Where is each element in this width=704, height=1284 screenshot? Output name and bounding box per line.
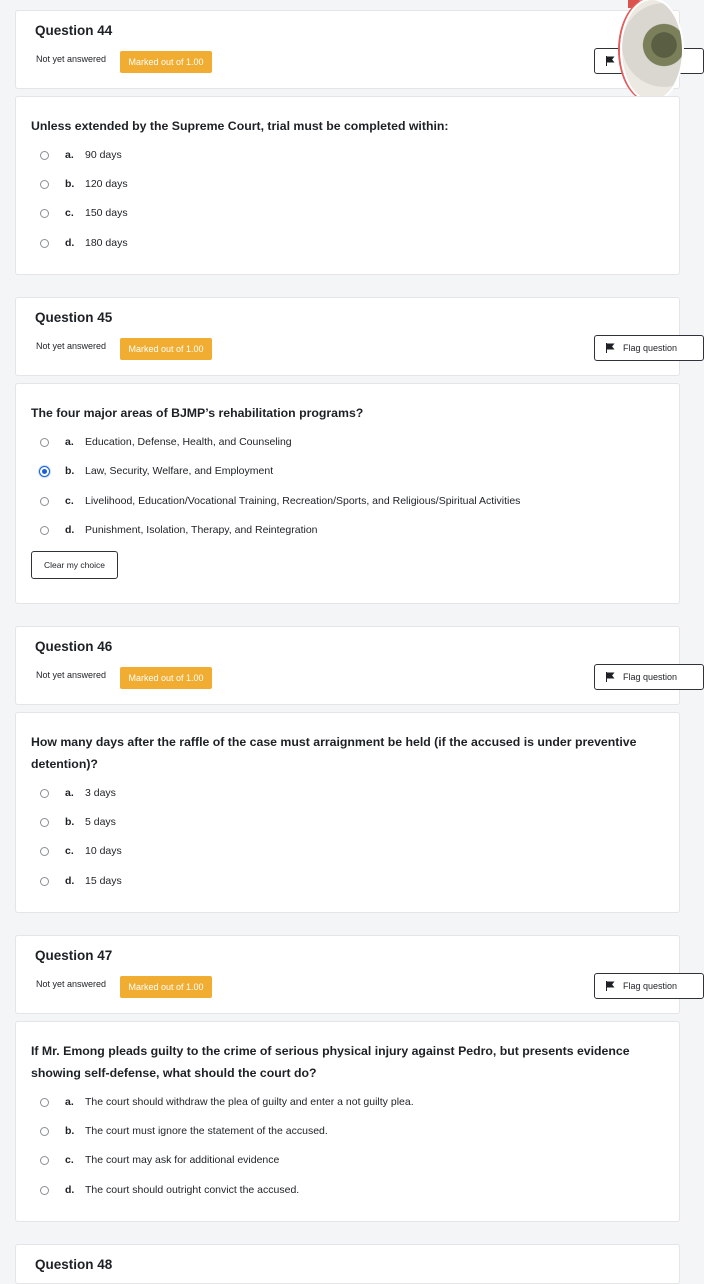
option-text: Punishment, Isolation, Therapy, and Reintegration xyxy=(85,524,318,536)
flag-question-button[interactable] xyxy=(594,335,704,361)
option-letter: d. xyxy=(65,1184,75,1196)
radio-button[interactable] xyxy=(40,789,49,798)
question-44-content xyxy=(15,96,680,275)
question-45-content xyxy=(15,383,680,604)
option-d[interactable] xyxy=(40,872,122,890)
question-title: Question 44 xyxy=(35,23,113,38)
radio-button[interactable] xyxy=(40,151,49,160)
flag-icon xyxy=(605,343,616,353)
marked-badge: Marked out of 1.00 xyxy=(120,338,212,360)
option-letter: d. xyxy=(65,875,75,887)
radio-button[interactable] xyxy=(40,209,49,218)
option-text: 15 days xyxy=(85,875,122,887)
question-45-info xyxy=(15,297,680,376)
option-b[interactable] xyxy=(40,813,116,831)
marked-badge: Marked out of 1.00 xyxy=(120,667,212,689)
option-c[interactable] xyxy=(40,1151,279,1169)
option-text: Education, Defense, Health, and Counseling xyxy=(85,436,292,448)
option-text: 180 days xyxy=(85,237,128,249)
option-a[interactable] xyxy=(40,146,122,164)
question-text: If Mr. Emong pleads guilty to the crime of serious physical injury against Pedro, but presents evidence showing self-defense, what should the court do? xyxy=(31,1044,630,1080)
option-c[interactable] xyxy=(40,492,520,510)
option-d[interactable] xyxy=(40,521,318,539)
option-text: The court may ask for additional evidence xyxy=(85,1154,280,1166)
option-a[interactable] xyxy=(40,433,292,451)
question-47-content xyxy=(15,1021,680,1222)
radio-button[interactable] xyxy=(40,497,49,506)
question-status: Not yet answered xyxy=(36,979,107,989)
option-letter: b. xyxy=(65,1125,75,1137)
option-letter: c. xyxy=(65,207,74,219)
radio-button[interactable] xyxy=(40,847,49,856)
option-letter: c. xyxy=(65,495,74,507)
option-c[interactable] xyxy=(40,204,128,222)
option-a[interactable] xyxy=(40,784,116,802)
radio-button[interactable] xyxy=(40,1186,49,1195)
clear-choice-button[interactable]: Clear my choice xyxy=(31,551,118,579)
radio-button[interactable] xyxy=(40,877,49,886)
question-text: How many days after the raffle of the case must arraignment be held (if the accused is under preventive detention)? xyxy=(31,735,637,771)
option-letter: b. xyxy=(65,178,75,190)
option-a[interactable] xyxy=(40,1093,414,1111)
question-title: Question 46 xyxy=(35,639,113,654)
question-47-info xyxy=(15,935,680,1014)
option-letter: b. xyxy=(65,465,75,477)
option-b[interactable] xyxy=(39,462,273,480)
option-text: The court should withdraw the plea of guilty and enter a not guilty plea. xyxy=(85,1096,414,1108)
question-title: Question 47 xyxy=(35,948,113,963)
option-text: 120 days xyxy=(85,178,128,190)
option-text: Law, Security, Welfare, and Employment xyxy=(85,465,274,477)
option-text: The court must ignore the statement of the accused. xyxy=(85,1125,328,1137)
question-48-info xyxy=(15,1244,680,1284)
option-letter: d. xyxy=(65,524,75,536)
option-text: The court should outright convict the accused. xyxy=(85,1184,300,1196)
question-46-content xyxy=(15,712,680,913)
option-b[interactable] xyxy=(40,175,128,193)
flag-label: Flag question xyxy=(623,672,678,682)
marked-badge: Marked out of 1.00 xyxy=(120,51,212,73)
option-letter: c. xyxy=(65,1154,74,1166)
option-letter: a. xyxy=(65,1096,74,1108)
question-text: Unless extended by the Supreme Court, trial must be completed within: xyxy=(31,119,449,133)
question-status: Not yet answered xyxy=(36,670,107,680)
option-text: 3 days xyxy=(85,787,116,799)
marked-badge: Marked out of 1.00 xyxy=(120,976,212,998)
option-text: 150 days xyxy=(85,207,128,219)
option-letter: b. xyxy=(65,816,75,828)
flag-label: Flag question xyxy=(623,981,678,991)
question-status: Not yet answered xyxy=(36,341,107,351)
question-status: Not yet answered xyxy=(36,54,107,64)
option-d[interactable] xyxy=(40,234,128,252)
option-text: 5 days xyxy=(85,816,116,828)
radio-button[interactable] xyxy=(40,1156,49,1165)
user-avatar[interactable] xyxy=(620,0,684,102)
radio-button[interactable] xyxy=(40,1098,49,1107)
radio-button[interactable] xyxy=(40,1127,49,1136)
option-text: 90 days xyxy=(85,149,122,161)
question-title: Question 45 xyxy=(35,310,113,325)
flag-label: Flag question xyxy=(623,343,678,353)
radio-button[interactable] xyxy=(40,239,49,248)
option-c[interactable] xyxy=(40,842,122,860)
flag-icon xyxy=(605,56,616,66)
flag-question-button[interactable] xyxy=(594,973,704,999)
radio-button[interactable] xyxy=(40,180,49,189)
option-letter: a. xyxy=(65,787,74,799)
radio-button[interactable] xyxy=(40,438,49,447)
radio-button-selected[interactable] xyxy=(39,466,50,477)
option-text: 10 days xyxy=(85,845,122,857)
question-44-info xyxy=(15,10,680,89)
question-text: The four major areas of BJMP’s rehabilitation programs? xyxy=(31,406,364,420)
option-letter: a. xyxy=(65,149,74,161)
option-b[interactable] xyxy=(40,1122,328,1140)
option-letter: d. xyxy=(65,237,75,249)
option-d[interactable] xyxy=(40,1181,299,1199)
radio-button[interactable] xyxy=(40,818,49,827)
flag-icon xyxy=(605,672,616,682)
question-title: Question 48 xyxy=(35,1257,113,1272)
flag-icon xyxy=(605,981,616,991)
question-46-info xyxy=(15,626,680,705)
option-letter: c. xyxy=(65,845,74,857)
option-text: Livelihood, Education/Vocational Training, Recreation/Sports, and Religious/Spiritual Activities xyxy=(85,495,521,507)
flag-question-button[interactable] xyxy=(594,664,704,690)
radio-button[interactable] xyxy=(40,526,49,535)
option-letter: a. xyxy=(65,436,74,448)
